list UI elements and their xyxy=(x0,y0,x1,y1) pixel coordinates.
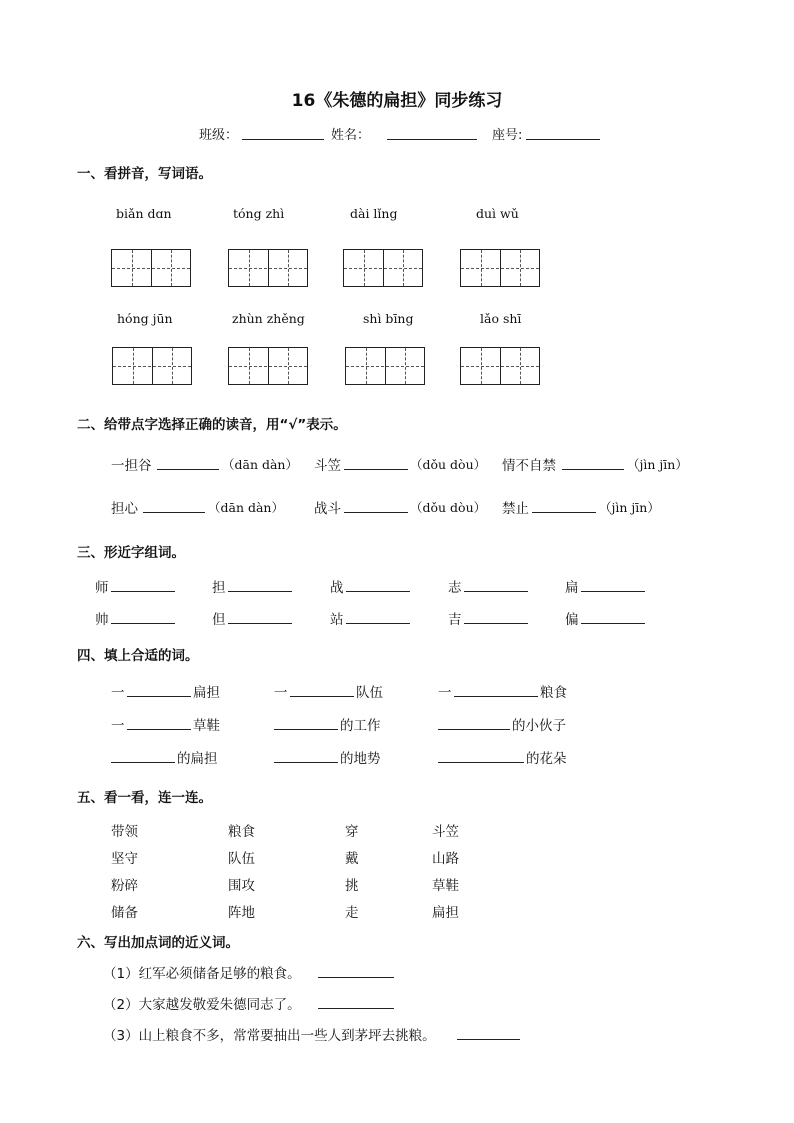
answer-blank[interactable] xyxy=(454,696,538,697)
answer-blank[interactable] xyxy=(127,729,191,730)
tianzi-grid[interactable] xyxy=(228,347,308,385)
tianzi-grid[interactable] xyxy=(343,249,423,287)
pronunciation-word: 一担谷 xyxy=(111,458,152,474)
char-prompt: 偏 xyxy=(565,612,579,628)
synonym-question: （3）山上粮食不多，常常要抽出一些人到茅坪去挑粮。 xyxy=(103,1028,436,1044)
tianzi-grid[interactable] xyxy=(460,347,540,385)
answer-blank[interactable] xyxy=(290,696,354,697)
class-field[interactable] xyxy=(242,139,324,140)
section-4-heading: 四、填上合适的词。 xyxy=(77,648,199,664)
fill-prefix: 一 xyxy=(438,685,452,701)
pinyin-label: lǎo shī xyxy=(480,311,522,326)
pronunciation-word: 斗笠 xyxy=(314,458,341,474)
answer-blank[interactable] xyxy=(228,591,292,592)
answer-blank[interactable] xyxy=(438,729,510,730)
match-word[interactable]: 围攻 xyxy=(228,878,255,894)
section-5-heading: 五、看一看，连一连。 xyxy=(77,790,212,806)
pronunciation-choices[interactable]: （dǒu dòu） xyxy=(410,457,487,472)
pinyin-label: duì wǔ xyxy=(476,206,519,221)
match-word[interactable]: 带领 xyxy=(111,824,138,840)
match-word[interactable]: 扁担 xyxy=(432,905,459,921)
answer-blank[interactable] xyxy=(464,591,528,592)
fill-suffix: 的花朵 xyxy=(526,751,567,767)
char-prompt: 站 xyxy=(330,612,344,628)
answer-blank[interactable] xyxy=(111,623,175,624)
char-prompt: 担 xyxy=(212,580,226,596)
char-prompt: 扁 xyxy=(565,580,579,596)
pronunciation-choices[interactable]: （dǒu dòu） xyxy=(410,500,487,515)
fill-suffix: 扁担 xyxy=(193,685,220,701)
pronunciation-word: 情不自禁 xyxy=(502,458,556,474)
pronunciation-choices[interactable]: （dān dàn） xyxy=(208,500,284,515)
fill-prefix: 一 xyxy=(111,685,125,701)
match-word[interactable]: 粮食 xyxy=(228,824,255,840)
answer-blank[interactable] xyxy=(581,623,645,624)
name-field[interactable] xyxy=(387,139,477,140)
answer-blank[interactable] xyxy=(457,1039,520,1040)
tianzi-grid[interactable] xyxy=(111,249,191,287)
fill-prefix: 一 xyxy=(111,718,125,734)
match-word[interactable]: 队伍 xyxy=(228,851,255,867)
answer-blank[interactable] xyxy=(318,1008,394,1009)
tianzi-grid[interactable] xyxy=(460,249,540,287)
answer-blank[interactable] xyxy=(562,469,624,470)
fill-suffix: 草鞋 xyxy=(193,718,220,734)
fill-suffix: 队伍 xyxy=(356,685,383,701)
pinyin-label: zhùn zhěng xyxy=(232,311,305,326)
synonym-question: （1）红军必须储备足够的粮食。 xyxy=(103,966,301,982)
char-prompt: 帅 xyxy=(95,612,109,628)
pinyin-label: tóng zhì xyxy=(233,206,285,221)
pronunciation-word: 战斗 xyxy=(314,501,341,517)
section-3-heading: 三、形近字组词。 xyxy=(77,545,185,561)
tianzi-grid[interactable] xyxy=(112,347,192,385)
class-label: 班级： xyxy=(199,128,239,143)
answer-blank[interactable] xyxy=(274,729,338,730)
match-word[interactable]: 粉碎 xyxy=(111,878,138,894)
match-word[interactable]: 斗笠 xyxy=(432,824,459,840)
seat-label: 座号: xyxy=(492,128,523,143)
char-prompt: 但 xyxy=(212,612,226,628)
pinyin-label: dài lǐng xyxy=(350,206,398,221)
pronunciation-choices[interactable]: （jìn jīn） xyxy=(599,500,660,515)
section-2-heading: 二、给带点字选择正确的读音，用“√”表示。 xyxy=(77,417,347,433)
answer-blank[interactable] xyxy=(532,512,596,513)
answer-blank[interactable] xyxy=(464,623,528,624)
answer-blank[interactable] xyxy=(127,696,191,697)
answer-blank[interactable] xyxy=(346,591,410,592)
pronunciation-choices[interactable]: （dān dàn） xyxy=(222,457,298,472)
match-word[interactable]: 走 xyxy=(345,905,359,921)
fill-prefix: 一 xyxy=(274,685,288,701)
char-prompt: 志 xyxy=(448,580,462,596)
match-word[interactable]: 坚守 xyxy=(111,851,138,867)
char-prompt: 师 xyxy=(95,580,109,596)
char-prompt: 吉 xyxy=(448,612,462,628)
fill-suffix: 的地势 xyxy=(340,751,381,767)
char-prompt: 战 xyxy=(330,580,344,596)
section-1-heading: 一、看拼音，写词语。 xyxy=(77,166,212,182)
match-word[interactable]: 草鞋 xyxy=(432,878,459,894)
pinyin-label: biǎn dɑn xyxy=(116,206,172,221)
tianzi-grid[interactable] xyxy=(345,347,425,385)
pronunciation-choices[interactable]: （jìn jīn） xyxy=(627,457,688,472)
answer-blank[interactable] xyxy=(274,762,338,763)
answer-blank[interactable] xyxy=(438,762,524,763)
match-word[interactable]: 山路 xyxy=(432,851,459,867)
synonym-question: （2）大家越发敬爱朱德同志了。 xyxy=(103,997,301,1013)
match-word[interactable]: 穿 xyxy=(345,824,359,840)
answer-blank[interactable] xyxy=(346,623,410,624)
pronunciation-word: 担心 xyxy=(111,501,138,517)
match-word[interactable]: 阵地 xyxy=(228,905,255,921)
pronunciation-word: 禁止 xyxy=(502,501,529,517)
match-word[interactable]: 储备 xyxy=(111,905,138,921)
fill-suffix: 的工作 xyxy=(340,718,381,734)
fill-suffix: 的扁担 xyxy=(177,751,218,767)
fill-suffix: 的小伙子 xyxy=(512,718,566,734)
answer-blank[interactable] xyxy=(581,591,645,592)
answer-blank[interactable] xyxy=(143,512,205,513)
section-6-heading: 六、写出加点词的近义词。 xyxy=(77,935,239,951)
answer-blank[interactable] xyxy=(344,512,408,513)
name-label: 姓名： xyxy=(331,128,371,143)
answer-blank[interactable] xyxy=(228,623,292,624)
answer-blank[interactable] xyxy=(157,469,219,470)
answer-blank[interactable] xyxy=(111,591,175,592)
fill-suffix: 粮食 xyxy=(540,685,567,701)
answer-blank[interactable] xyxy=(318,977,394,978)
pinyin-label: hóng jūn xyxy=(117,311,173,326)
seat-field[interactable] xyxy=(526,139,600,140)
page-title: 16《朱德的扁担》同步练习 xyxy=(291,91,503,111)
answer-blank[interactable] xyxy=(111,762,175,763)
match-word[interactable]: 戴 xyxy=(345,851,359,867)
pinyin-label: shì bīng xyxy=(363,311,414,326)
match-word[interactable]: 挑 xyxy=(345,878,359,894)
tianzi-grid[interactable] xyxy=(228,249,308,287)
answer-blank[interactable] xyxy=(344,469,408,470)
